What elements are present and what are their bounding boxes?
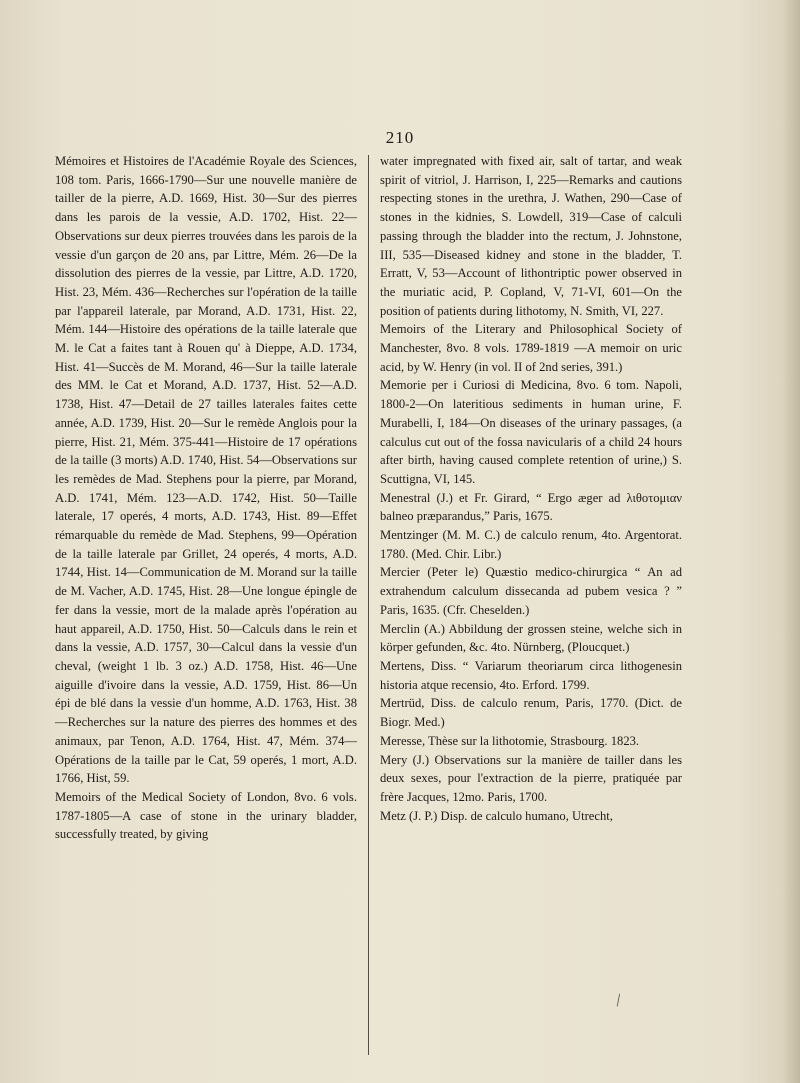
entry-meresse: Meresse, Thèse sur la lithotomie, Strasbourg. 1823. [380, 733, 640, 748]
page-number: 210 [385, 128, 415, 147]
entry-menestral: Menestral (J.) et Fr. Girard, “ Ergo æger ad λιθοτομιαν balneo præparandus,” Paris, 1675. [380, 490, 682, 524]
left-column [55, 152, 357, 844]
entry-continuation: water impregnated with fixed air, salt of tartar, and weak spirit of vitriol, J. Harrison, I, 225—Remarks and cautions respecting stones in the urethra, J. Wathen, 290—Case of stones in the kidnies, S. Lowdell, 319—Case of calculi passing through the bladder into the rectum, J. Johnstone, III, 535—Diseased kidney and stone in the bladder, T. Erratt, V, 53—Account of lithontriptic power observed in the muriatic acid, P. Copland, V, 71-VI, 601—On the position of patients during lithotomy, N. Smith, VI, 227. [380, 154, 682, 318]
entry-memorie-curiosi: Memorie per i Curiosi di Medicina, 8vo. 6 tom. Napoli, 1800-2—On lateritious sediments in human urine, F. Murabelli, I, 184—On diseases of the urinary passages, (a calculus cut out of the fossa navicularis of a child 24 hours after birth, having caused complete retention of urine,) S. Scuttigna, VI, 145. [380, 378, 682, 486]
column-divider [368, 155, 369, 1055]
entry-merclin: Merclin (A.) Abbildung der grossen steine, welche sich in körper gefunden, &c. 4to. Nürnberg, (Ploucquet.) [380, 621, 682, 655]
entry-mertens: Mertens, Diss. “ Variarum theoriarum circa lithogenesin historia atque recensio, 4to. Erford. 1799. [380, 658, 682, 692]
entry-mentzinger: Mentzinger (M. M. C.) de calculo renum, 4to. Argentorat. 1780. (Med. Chir. Libr.) [380, 528, 682, 561]
right-column [380, 152, 682, 825]
entry-mertrud: Mertrüd, Diss. de calculo renum, Paris, 1770. (Dict. de Biogr. Med.) [380, 696, 682, 730]
page-edge-shadow [782, 0, 800, 1083]
entry-metz: Metz (J. P.) Disp. de calculo humano, Utrecht, [380, 808, 613, 823]
entry-mercier: Mercier (Peter le) Quæstio medico-chirurgica “ An ad extrahendum calculum dissecanda ad pubem vesica ? ” Paris, 1635. (Cfr. Cheselden.) [380, 565, 682, 617]
stray-pencil-mark: / [614, 989, 623, 1011]
entry-medical-society-london: Memoirs of the Medical Society of London, 8vo. 6 vols. 1787-1805—A case of stone in the urinary bladder, successfully treated, by giving [55, 789, 357, 842]
entry-mery: Mery (J.) Observations sur la manière de tailler dans les deux sexes, pour l'extraction de la pierre, pratiquée par frère Jacques, 12mo. Paris, 1700. [380, 752, 682, 804]
entry-memoires-academie: Mémoires et Histoires de l'Académie Royale des Sciences, 108 tom. Paris, 1666-1790—Sur une nouvelle manière de tailler de la pierre, A.D. 1669, Hist. 30—Sur des pierres dans les parois de la vessie, A.D. 1702, Hist. 22—Observations sur deux pierres trouvées dans les parois de la vessie d'un garçon de 20 ans, par Littre, Mém. 26—De la dissolution des pierres de la vessie, par Littre, A.D. 1720, Hist. 23, Mém. 436—Recherches sur l'opération de la taille par l'appareil laterale, par Morand, A.D. 1731, Hist. 22, Mém. 144—Histoire des opérations de la taille laterale que M. le Cat a faites tant à Rouen qu' à Dieppe, A.D. 1734, Hist. 41—Succès de M. Morand, 46—Sur la taille laterale des MM. le Cat et Morand, A.D. 1737, Hist. 52—A.D. 1738, Hist. 47—Detail de 27 tailles laterales faites cette année, A.D. 1739, Hist. 20—Sur le remède Anglois pour la pierre, Hist. 21, Mém. 375-441—Histoire de 17 opérations de la taille (3 morts) A.D. 1740, Hist. 54—Observations sur les remèdes de Mad. Stephens pour la pierre, par Morand, A.D. 1741, Mém. 123—A.D. 1742, Hist. 50—Taille laterale, 17 operés, 4 morts, A.D. 1743, Hist. 89—Effet rémarquable du remède de Mad. Stephens, 99—Opération de la taille laterale par Grillet, 24 operés, 4 morts, A.D. 1744, Hist. 14—Communication de M. Morand sur la taille de M. Vacher, A.D. 1745, Hist. 28—Une longue épingle de fer dans la vessie, mort de la malade après l'opération au haut appareil, A.D. 1750, Hist. 50—Calculs dans le rein et dans la vessie, A.D. 1757, 30—Calcul dans la vessie d'un cheval, (weight 1 lb. 3 oz.) A.D. 1758, Hist. 46—Une aiguille d'ivoire dans la vessie, A.D. 1759, Hist. 86—Un épi de blé dans la vessie d'un homme, A.D. 1763, Hist. 38—Recherches sur la nature des pierres des hommes et des animaux, par Tenon, A.D. 1764, Hist. 47, Mém. 374—Opérations de la taille par le Cat, 59 operés, 1 mort, A.D. 1766, Hist, 59. [55, 154, 357, 786]
entry-manchester-society: Memoirs of the Literary and Philosophical Society of Manchester, 8vo. 8 vols. 1789-1819 —A memoir on uric acid, by W. Henry (in vol. II of 2nd series, 391.) [380, 322, 682, 374]
